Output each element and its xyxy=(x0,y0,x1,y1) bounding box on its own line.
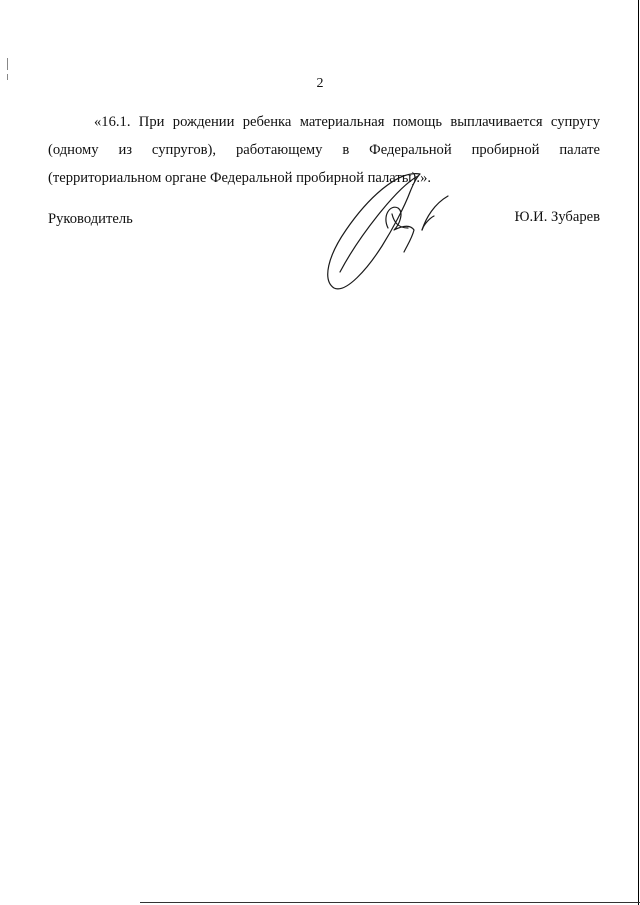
scan-mark xyxy=(7,58,8,70)
signer-title: Руководитель xyxy=(48,211,133,227)
scan-border-right xyxy=(638,0,639,905)
signer-name: Ю.И. Зубарев xyxy=(514,209,600,225)
scan-border-bottom xyxy=(140,902,640,903)
page-number: 2 xyxy=(316,76,324,91)
amendment-paragraph: «16.1. При рождении ребенка материальная помощь выплачивается супругу (одному из супругов), работающему в Федеральной пробирной палате (территориальном органе Федеральной пробирной палаты).». xyxy=(48,114,600,186)
handwritten-signature xyxy=(318,168,458,296)
